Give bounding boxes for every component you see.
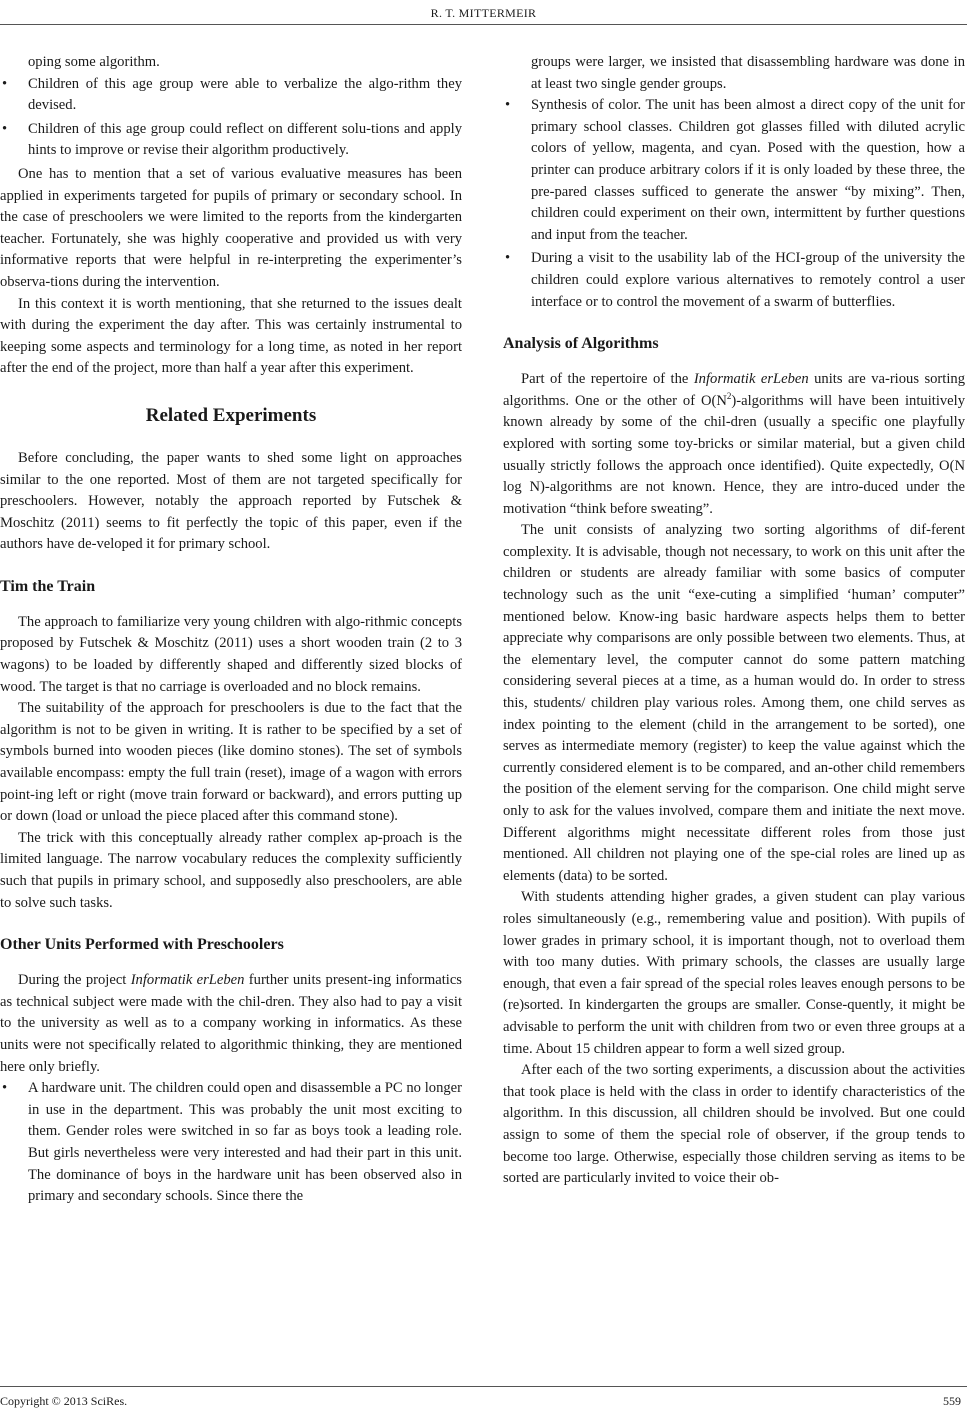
subsection-heading-analysis-of-algorithms: Analysis of Algorithms [503, 335, 659, 353]
superscript: 2 [726, 390, 732, 401]
list-item: • A hardware unit. The children could open and disassemble a PC no longer in use in the department. This was probably the unit most exciting to them. Gender roles were switched in so far as boys took a leading role. But girls nevertheless were very interested and had their part in this unit. The dominance of boys in the hardware unit has been observed also in primary and secondary schools. Since there the [2, 1080, 462, 1205]
bullet-list-units-cont [503, 95, 965, 313]
bullet-list-top [0, 74, 462, 162]
paragraph: The unit consists of analyzing two sorting algorithms of dif-ferent complexity. It is advisable, though not necessary, to work on this unit after the children or students are already familiar with some basics of computer technology such as the unit “exe-cuting a simplified ‘human’ computer” mentioned below. Know-ing basic hardware aspects helps them to better appreciate why comparisons are only possible between two elements. Thus, at the elementary level, the computer cannot do some pattern matching considering several pieces at a time, as a human would do. In order to stress this, students/ children play various roles. Among them, one child serves as index pointing to the element (child in the arrangement to be sorted), one serves as intermediate memory (register) to keep the value against which the currently considered element is to be compared, and an-other child remembers the position of the element serving for the comparison. One child might serve only to ask for the values involved, compare them and initiate the next move. Different algorithms might necessitate different roles from those just mentioned. All children not playing one of the spe-cial roles are lined up as elements (data) to be sorted. [503, 522, 965, 884]
paragraph: Before concluding, the paper wants to shed some light on approaches similar to the one reported. Most of them are not targeted specifically for preschoolers. However, notably the approach reported by Futschek & Moschitz (2011) seems to fit perfectly the topic of this paper, even if the authors have de-veloped it for primary school. [0, 449, 462, 553]
project-name: Informatik erLeben [130, 972, 245, 989]
paragraph: The trick with this conceptually already rather complex ap-proach is the limited language. The narrow vocabulary reduces the complexity sufficiently such that pupils in primary school, and supposedly also preschoolers, are able to solve such tasks. [0, 829, 462, 911]
project-name: Informatik erLeben [693, 371, 809, 388]
right-column [503, 52, 965, 1190]
subsection-heading-tim-the-train: Tim the Train [0, 577, 96, 595]
bullet-icon: • [2, 1080, 8, 1097]
list-item: • Children of this age group could reflect on different solu-tions and apply hints to improve or revise their algorithm productively. [2, 120, 462, 159]
section-heading-related-experiments: Related Experiments [145, 404, 317, 426]
paragraph: During the project Informatik erLeben further units present-ing informatics as technical subject were made with the chil-dren. They also had to pay a visit to the university as well as to a company working in informatics. As these units were not specifically related to algorithmic thinking, they are mentioned here only briefly. [0, 972, 462, 1075]
paragraph: Part of the repertoire of the Informatik erLeben units are va-rious sorting algorithms. One or the other of $O(N^2)$-algorithms will have been intuitively known already by some of the chil-dren (usually a specific one playfully explored with sorting some toy-bricks or similar material, but a given child usually strictly follows the approach once identified). Quite expectedly, O(N log N)-algorithms are not known. Hence, they are intro-duced under the motivation “think before sweating”. [503, 371, 966, 517]
paragraph: In this context it is worth mentioning, that she returned to the issues dealt with during the experiment the day after. This was certainly instrumental to keeping some aspects and terminology for a long time, as noted in her report after the end of the project, more than half a year after this experiment. [0, 295, 462, 377]
footer-rule [0, 1386, 967, 1387]
copyright: Copyright © 2013 SciRes. [0, 1394, 128, 1408]
left-column [0, 52, 462, 1210]
paragraph: The approach to familiarize very young children with algo-rithmic concepts proposed by Futschek & Moschitz (2011) uses a short wooden train (2 to 3 wagons) to be loaded by differently shaped and differently sized blocks of wood. The target is that no carriage is overloaded and no block remains. [0, 613, 462, 695]
subsection-heading-other-units: Other Units Performed with Preschoolers [0, 936, 284, 954]
bullet-list-units [0, 1078, 462, 1208]
list-item: • During a visit to the usability lab of the HCI-group of the university the children could explore various alternatives to remotely control a user interface or to control the movement of a swarm of butterflies. [505, 250, 965, 310]
paragraph: The suitability of the approach for preschoolers is due to the fact that the algorithm is not to be given in writing. It is rather to be specified by a set of symbols burned into wooden pieces (like domino stones). The set of symbols available encompass: empty the full train (reset), image of a wagon with errors point-ing left or right (move train forward or backward), and errors putting up or down (load or unload the piece placed after this command stone). [0, 700, 462, 825]
list-item: • Children of this age group were able to verbalize the algo-rithm they devised. [2, 75, 462, 114]
list-item: • Synthesis of color. The unit has been almost a direct copy of the unit for primary school classes. Children got glasses filled with diluted acrylic colors of yellow, magenta, and cyan. Posed with the question, how a printer can produce arbitrary colors if it is only loaded by these three, the pre-pared classes sufficed to generate the answer “by mixing”. Then, children could experiment on their own, intermittent by further questions and input from the teacher. [505, 97, 965, 243]
paragraph: After each of the two sorting experiments, a discussion about the activities that took place is held with the class in order to identify characteristics of the algorithm. In this discussion, all children should be involved. But one could assign to some of them the special role of observer, if the group tends to become too large. Otherwise, especially those children serving as items to be sorted are particularly invited to voice their ob- [503, 1062, 965, 1187]
paragraph: One has to mention that a set of various evaluative measures has been applied in experiments targeted for pupils of primary or secondary school. In the case of preschoolers we were limited to the reports from the kindergarten teacher. Fortunately, she was highly cooperative and provided us with very informative reports that were helpful in re-interpreting the experimenter’s observa-tions during the intervention. [0, 165, 462, 290]
paragraph: With students attending higher grades, a given student can play various roles simultaneously (e.g., remembering value and position). With pupils of lower grades in primary school, it is important though, not to overload them with too many duties. With primary schools, the classes are usually large enough, that even a fair spread of the special roles leaves enough persons to be (re)sorted. In kindergarten the groups are smaller. Conse-quently, it might be advisable to perform the unit with children from two or even three groups at a time. About 15 children appear to form a well sized group. [503, 889, 965, 1057]
bullet-icon: • [505, 250, 511, 267]
page-number: 559 [943, 1394, 961, 1408]
running-head: R. T. MITTERMEIR [430, 6, 537, 20]
bullet-icon: • [505, 97, 511, 114]
header-rule [0, 24, 967, 25]
continued-bullet-text: oping some algorithm. [28, 54, 160, 70]
continued-bullet-text: groups were larger, we insisted that disassembling hardware was done in at least two single gender groups. [531, 54, 965, 92]
bullet-icon: • [2, 75, 8, 92]
bullet-icon: • [2, 120, 8, 137]
